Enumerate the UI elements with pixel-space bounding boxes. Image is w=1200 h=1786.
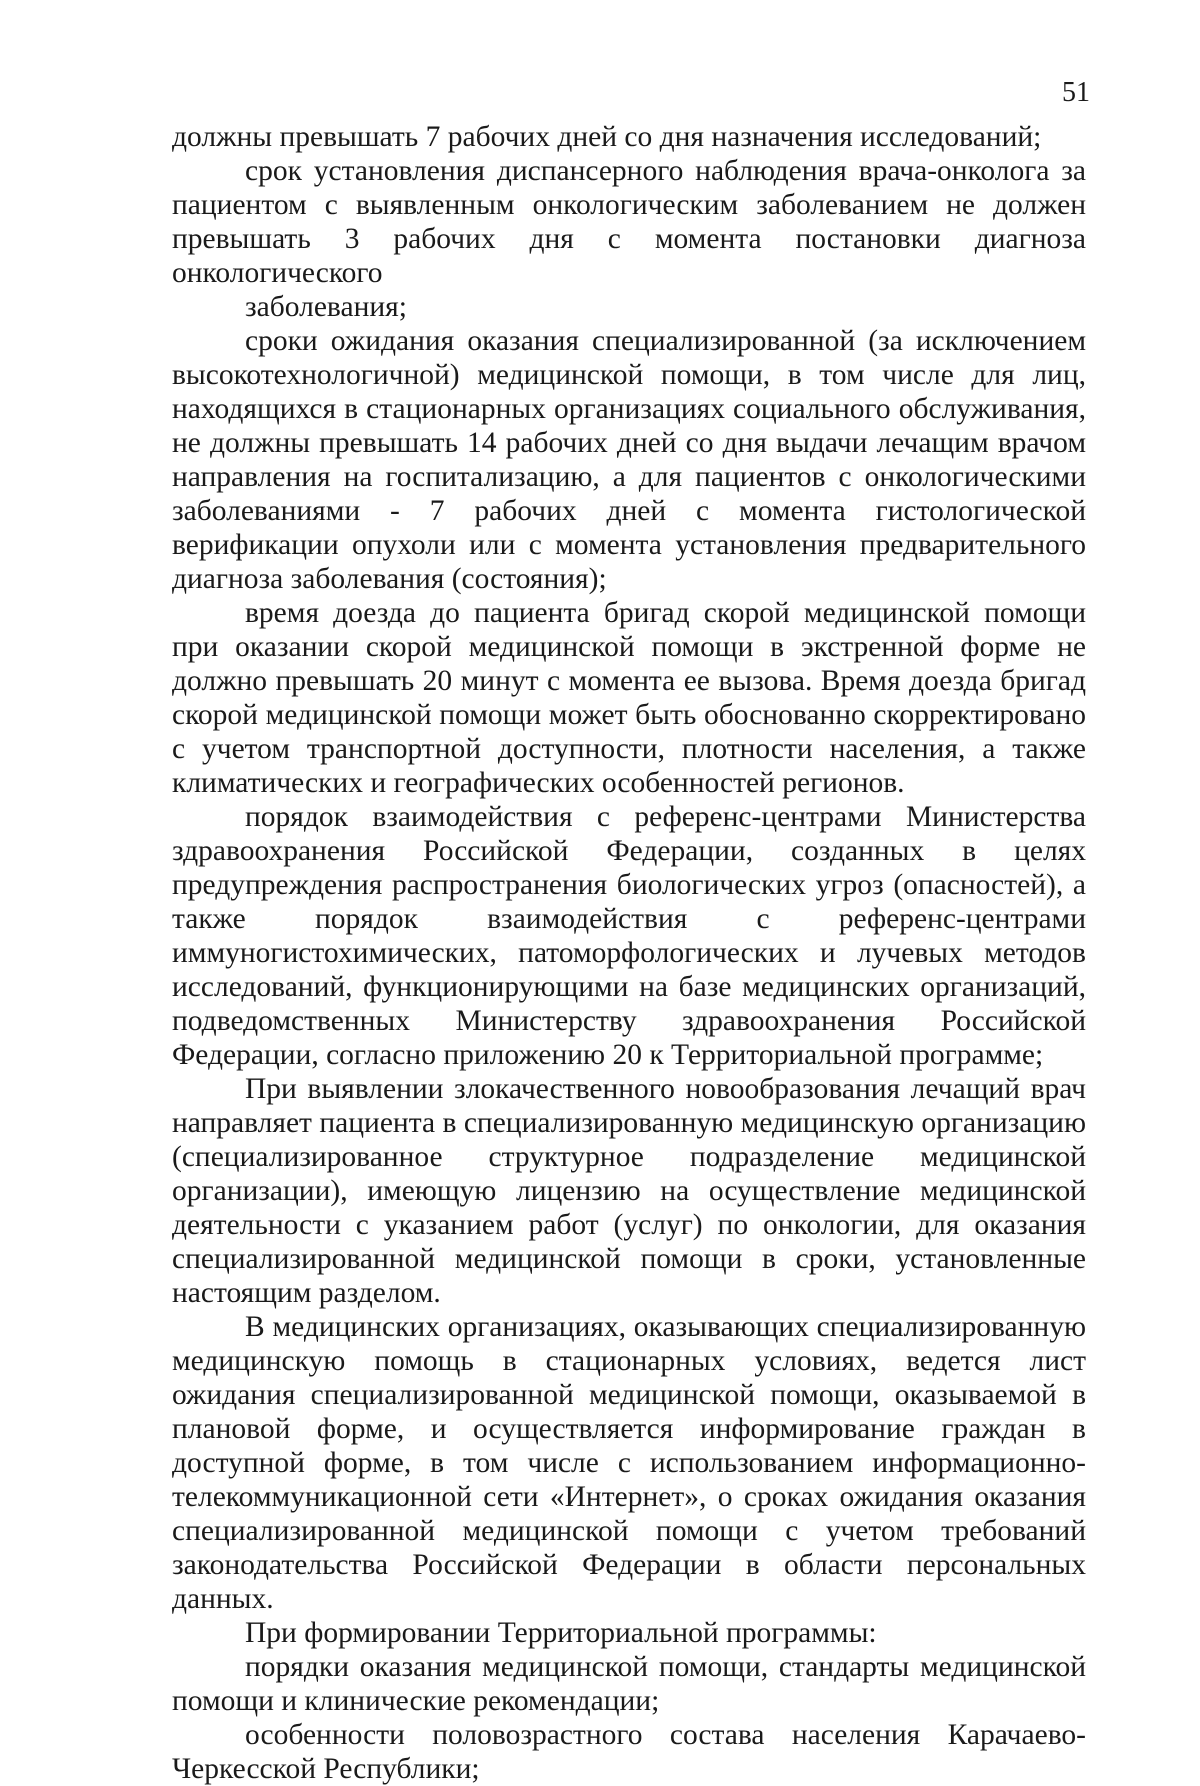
paragraph-7: При выявлении злокачественного новообразования лечащий врач направляет пациента в специализированную медицинскую организацию (специализированное структурное подразделение медицинской организации), имеющую лицензию на осуществление медицинской деятельности с указанием работ (услуг) по онкологии, для оказания специализированной медицинской помощи в сроки, установленные настоящим разделом. — [172, 1073, 1086, 1309]
paragraph-10: порядки оказания медицинской помощи, стандарты медицинской помощи и клинические рекомендации; — [172, 1651, 1086, 1717]
paragraph-1: должны превышать 7 рабочих дней со дня назначения исследований; — [172, 121, 1042, 153]
paragraph-5: время доезда до пациента бригад скорой медицинской помощи при оказании скорой медицинской помощи в экстренной форме не должно превышать 20 минут с момента ее вызова. Время доезда бригад скорой медицинской помощи может быть обоснованно скорректировано с учетом транспортной доступности, плотности населения, а также климатических и географических особенностей регионов. — [172, 597, 1086, 799]
paragraph-8: В медицинских организациях, оказывающих специализированную медицинскую помощь в стационарных условиях, ведется лист ожидания специализированной медицинской помощи, оказываемой в плановой форме, и осуществляется информирование граждан в доступной форме, в том числе с использованием информационно-телекоммуникационной сети «Интернет», о сроках ожидания оказания специализированной медицинской помощи с учетом требований законодательства Российской Федерации в области персональных данных. — [172, 1311, 1086, 1615]
page-number: 51 — [1062, 77, 1090, 108]
paragraph-11: особенности половозрастного состава населения Карачаево-Черкесской Республики; — [172, 1719, 1086, 1785]
paragraph-6: порядок взаимодействия с референс-центрами Министерства здравоохранения Российской Федерации, созданных в целях предупреждения распространения биологических угроз (опасностей), а также порядок взаимодействия с референс-центрами иммуногистохимических, патоморфологических и лучевых методов исследований, функционирующими на базе медицинских организаций, подведомственных Министерству здравоохранения Российской Федерации, согласно приложению 20 к Территориальной программе; — [172, 801, 1086, 1071]
paragraph-9: При формировании Территориальной программы: — [245, 1617, 877, 1649]
paragraph-2: срок установления диспансерного наблюдения врача-онколога за пациентом с выявленным онкологическим заболеванием не должен превышать 3 рабочих дня с момента постановки диагноза онкологического — [172, 155, 1086, 289]
paragraph-3: заболевания; — [245, 291, 407, 323]
paragraph-4: сроки ожидания оказания специализированной (за исключением высокотехнологичной) медицинской помощи, в том числе для лиц, находящихся в стационарных организациях социального обслуживания, не должны превышать 14 рабочих дней со дня выдачи лечащим врачом направления на госпитализацию, а для пациентов с онкологическими заболеваниями - 7 рабочих дней с момента гистологической верификации опухоли или с момента установления предварительного диагноза заболевания (состояния); — [172, 325, 1086, 595]
document-body — [172, 120, 1086, 1786]
